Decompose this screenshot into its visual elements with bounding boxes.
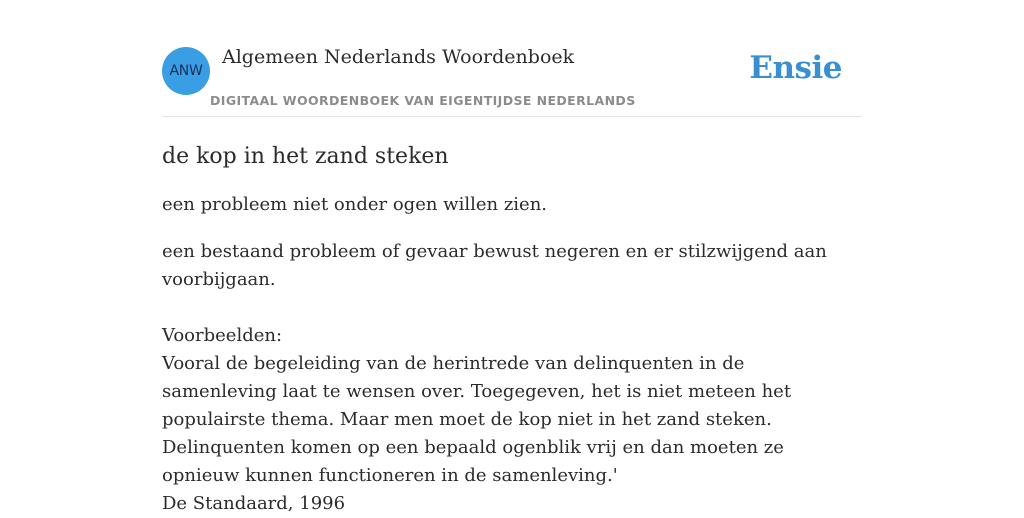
entry-body xyxy=(162,238,862,518)
examples-label: Voorbeelden: xyxy=(162,325,283,346)
site-subtitle: DIGITAAL WOORDENBOEK VAN EIGENTIJDSE NEDERLANDS xyxy=(210,93,636,108)
example-text: Vooral de begeleiding van de herintrede van delinquenten in de samenleving laat te wensen over. Toegegeven, het is niet meteen het populairste thema. Maar men moet de kop niet in het zand steken. Delinquenten komen op een bepaald ogenblik vrij en dan moeten ze opnieuw kunnen functioneren in de samenleving.' xyxy=(162,353,792,486)
logo-text: ANW xyxy=(169,63,203,79)
entry-title: de kop in het zand steken xyxy=(162,144,449,169)
site-header xyxy=(162,0,862,117)
site-title-link[interactable]: Algemeen Nederlands Woordenboek xyxy=(222,46,575,68)
anw-logo[interactable] xyxy=(162,47,210,95)
body-spacer xyxy=(162,294,862,322)
entry-definition: een probleem niet onder ogen willen zien. xyxy=(162,194,548,215)
ensie-brand-link[interactable]: Ensie xyxy=(749,50,842,86)
entry-description: een bestaand probleem of gevaar bewust negeren en er stilzwijgend aan voorbijgaan. xyxy=(162,241,827,290)
page-container xyxy=(162,0,862,518)
example-source: De Standaard, 1996 xyxy=(162,493,346,514)
